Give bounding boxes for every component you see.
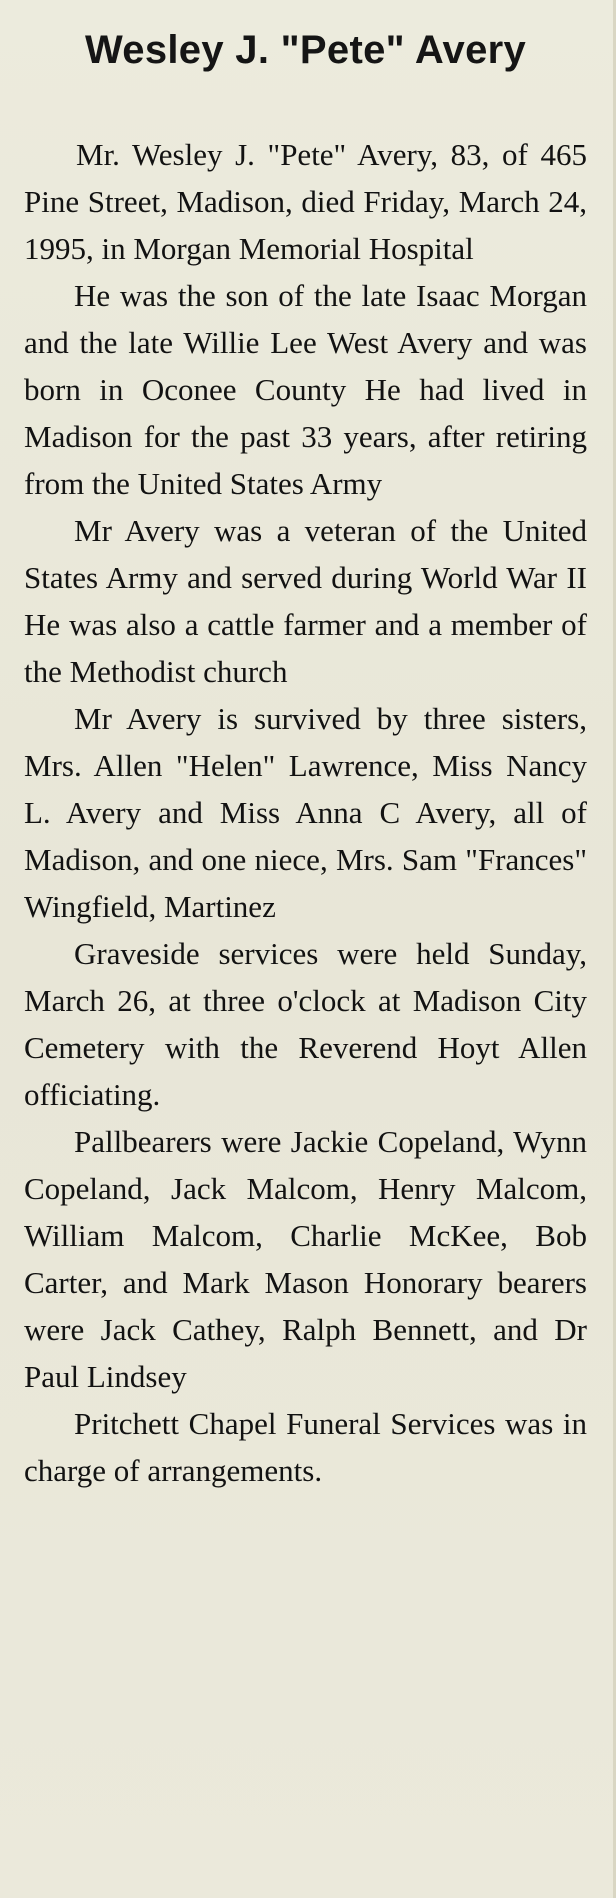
paragraph-graveside-services: Graveside services were held Sunday, March 26, at three o'clock at Madison City Cemetery with the Reverend Hoyt Allen officiating. [24,936,587,1112]
paragraph-arrangements: Pritchett Chapel Funeral Services was in charge of arrangements. [24,1406,587,1488]
paragraph-service-record: Mr Avery was a veteran of the United States Army and served during World War II He was also a cattle farmer and a member of the Methodist church [24,513,587,689]
paragraph-pallbearers: Pallbearers were Jackie Copeland, Wynn Copeland, Jack Malcom, Henry Malcom, William Malcom, Charlie McKee, Bob Carter, and Mark Mason Honorary bearers were Jack Cathey, Ralph Bennett, and Dr Paul Lindsey [24,1124,587,1394]
paragraph-death-notice: Mr. Wesley J. "Pete" Avery, 83, of 465 Pine Street, Madison, died Friday, March 24, 1995, in Morgan Memorial Hospital [24,137,587,266]
paragraph-family-background: He was the son of the late Isaac Morgan and the late Willie Lee West Avery and was born in Oconee County He had lived in Madison for the past 33 years, after retiring from the United States Army [24,278,587,501]
paragraph-survivors: Mr Avery is survived by three sisters, Mrs. Allen "Helen" Lawrence, Miss Nancy L. Avery and Miss Anna C Avery, all of Madison, and one niece, Mrs. Sam "Frances" Wingfield, Martinez [24,701,587,924]
obituary-body [24,131,587,1494]
obituary-headline: Wesley J. "Pete" Avery [84,28,527,72]
